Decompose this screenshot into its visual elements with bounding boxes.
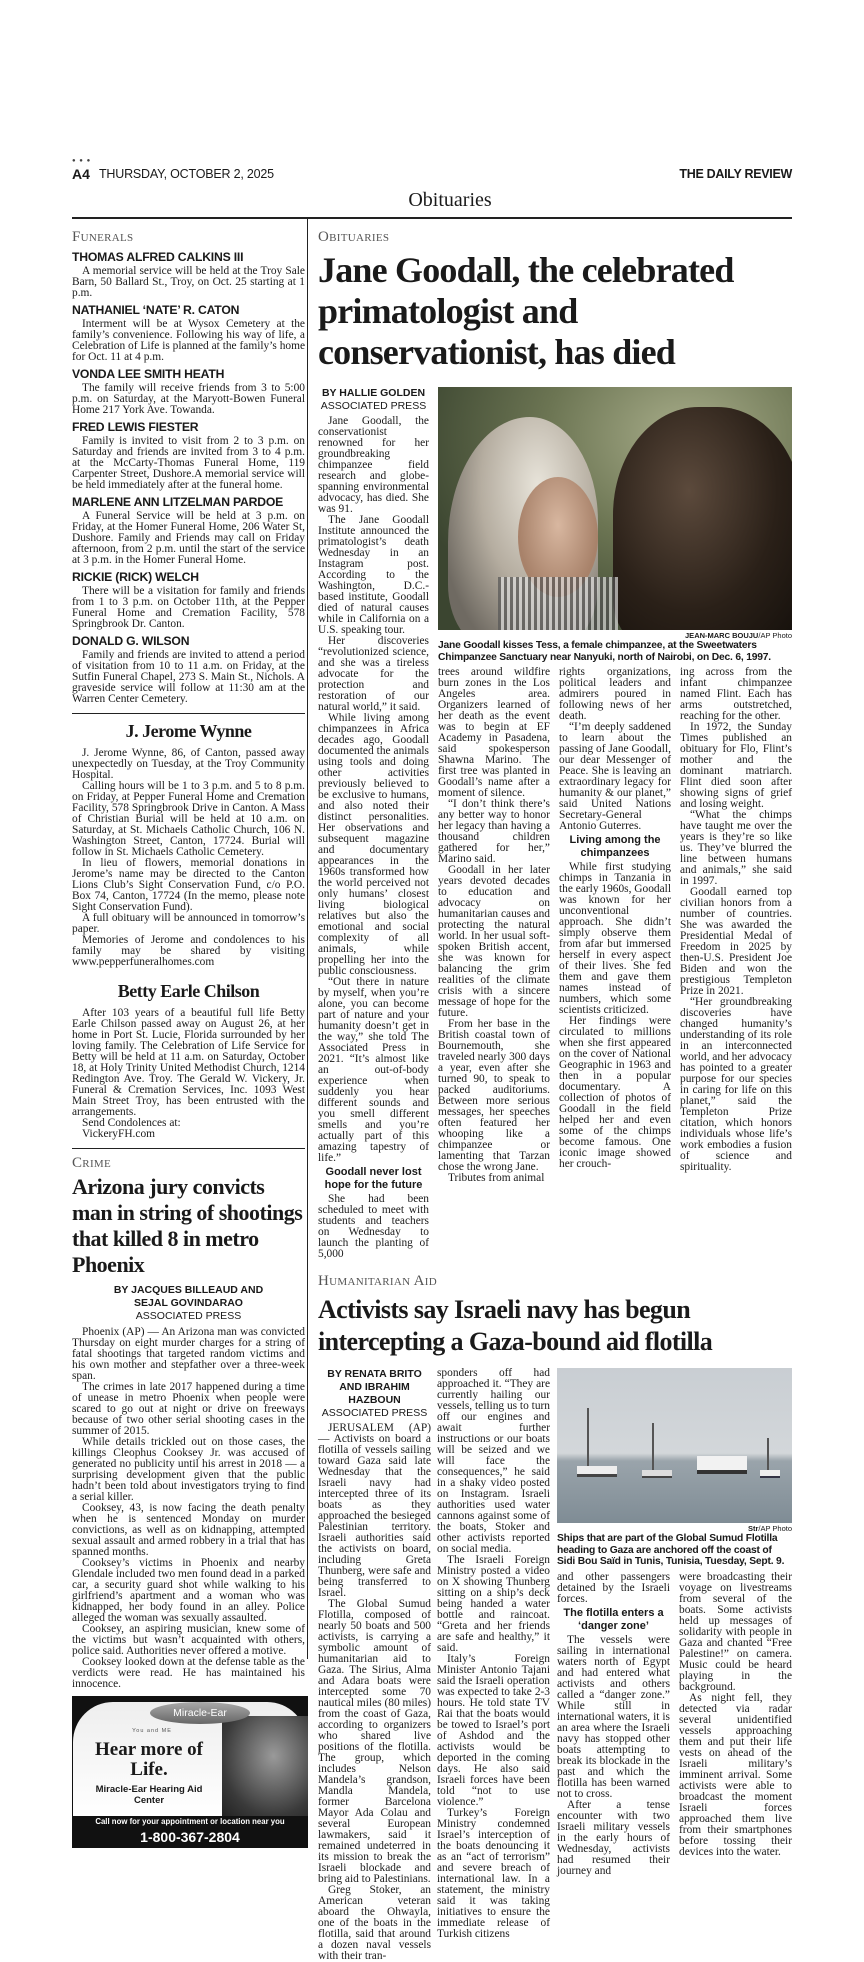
paragraph: Phoenix (AP) — An Arizona man was convicted Thursday on eight murder charges for a string of fatal shootings that targeted random victims and his own mother and stepfather over a three-week span. <box>72 1326 305 1382</box>
funeral-notice: A Funeral Service will be held at 3 p.m. on Friday, at the Homer Funeral Home, 206 Water St, Dushore. Family and Friends may call on Friday afternoon, from 2 p.m. until the start of the service at 3 p.m. in the Homer Funeral Home. <box>72 510 305 566</box>
subheading: The flotilla enters a ‘danger zone’ <box>563 1606 664 1632</box>
funeral-name: VONDA LEE SMITH HEATH <box>72 367 225 381</box>
ad-headline: Hear more of Life. <box>95 1739 203 1780</box>
funeral-notice: Interment will be at Wysox Cemetery at the family’s convenience. Following his way of life, a Celebration of Life is planned at the family’s home for Oct. 11 at 4 p.m. <box>72 318 305 363</box>
byline-authors: BY RENATA BRITO AND IBRAHIM HAZBOUN <box>327 1368 422 1406</box>
paragraph: After 103 years of a beautiful full life Betty Earle Chilson passed away on August 26, at her home in Port St. Lucie, Florida surrounded by her loving family. The Celebration of Life Service for Betty will be held at 11 a.m. on Saturday, October 18, at Holy Trinity United Methodist Church, 1214 Redington Ave. Troy. The Gerald W. Vickery, Jr. Funeral & Cremation Services, Inc. 1093 West Main Street Troy, has been entrusted with the arrangements. <box>72 1007 305 1118</box>
flotilla-lower-columns <box>557 1572 792 1877</box>
paragraph: Memories of Jerome and condolences to his family may be shared by visiting www.pepperfuneralhomes.com <box>72 934 305 968</box>
crime-body <box>72 1327 305 1690</box>
funeral-notice: There will be a visitation for family and friends from 1 to 3 p.m. on October 11th, at the Pepper Funeral Home and Cremation Facility, 578 Springbrook Dr. Canton. <box>72 585 305 630</box>
right-section <box>318 228 792 1962</box>
goodall-lead-column <box>318 387 429 1260</box>
newspaper-name: THE DAILY REVIEW <box>679 167 792 181</box>
flotilla-byline <box>318 1368 431 1420</box>
credit-agency: /AP Photo <box>758 631 792 640</box>
goodall-kicker: Obituaries <box>318 229 390 245</box>
obituary-body-wynne <box>72 748 305 968</box>
paragraph: The vessels were sailing in international waters north of Egypt and had entered what activists and others called a “danger zone.” While still in international waters, it is an area where the Israeli navy has stopped other boats attempting to break its blockade in the past and which the flotilla has been warned not to cross. <box>557 1633 670 1800</box>
issue-date: THURSDAY, OCTOBER 2, 2025 <box>99 167 274 181</box>
flotilla-right-block <box>557 1368 792 1877</box>
paragraph: A full obituary will be announced in tomorrow’s paper. <box>72 912 305 935</box>
paragraph: sponders off had approached it. “They are currently hailing our vessels, telling us to turn off our engines and await further instructions or our boats will be seized and we will face the consequences,” he said in a shaky video posted on Instagram. Israeli authorities used water cannons against some of the boats, Stoker and other activists reported on social media. <box>437 1367 550 1555</box>
crime-byline <box>72 1284 305 1323</box>
goodall-caption: Jane Goodall kisses Tess, a female chimpanzee, at the Sweetwaters Chimpanzee Sanctuary near Nanyuki, north of Nairobi, on Dec. 6, 1997. <box>438 640 771 663</box>
goodall-photo-credit <box>438 631 792 640</box>
ad-photo <box>222 1716 308 1816</box>
byline-authors: BY HALLIE GOLDEN <box>321 387 426 399</box>
goodall-headline: Jane Goodall, the celebrated primatologist and conservationist, has died <box>318 250 734 372</box>
byline-agency: ASSOCIATED PRESS <box>321 1407 428 1419</box>
paragraph: After a tense encounter with two Israeli military vessels in the early hours of Wednesday, activists had resumed their journey and <box>557 1798 670 1877</box>
paragraph: VickeryFH.com <box>82 1128 156 1140</box>
funeral-notice: Family is invited to visit from 2 to 3 p.m. on Saturday and friends are invited from 3 to 4 p.m. at the McCarty-Thomas Funeral Home, 119 Carpenter Street, Dushore.A memorial service will be held immediately after at the funeral home. <box>72 435 305 491</box>
paragraph: “What the chimps have taught me over the years is they’re so like us. They’ve blurred the line between humans and animals,” she said in 1997. <box>680 809 792 887</box>
flotilla-column <box>557 1572 670 1877</box>
paragraph: and other passengers detained by the Israeli forces. <box>557 1570 670 1605</box>
paragraph: As night fell, they detected via radar several unidentified vessels approaching them and put their life vests on ahead of the Israeli military’s imminent arrival. Some activists were able to broadcast the moment Israeli forces approached them live from their smartphones before tossing their devices into the water. <box>679 1691 792 1858</box>
paragraph: Jane Goodall, the conservationist renowned for her groundbreaking chimpanzee field research and globe-spanning environmental advocacy, has died. She was 91. <box>318 415 429 515</box>
flotilla-column <box>679 1572 792 1858</box>
paragraph: She had been scheduled to meet with students and teachers on Wednesday to launch the planting of 5,000 <box>318 1193 429 1260</box>
ad-phone[interactable]: 1-800-367-2804 <box>140 1829 240 1845</box>
ad-brand-logo: Miracle-Ear <box>150 1702 250 1724</box>
funeral-name: FRED LEWIS FIESTER <box>72 420 199 434</box>
divider <box>72 1148 305 1149</box>
goodall-body <box>318 387 792 1260</box>
flotilla-headline: Activists say Israeli navy has begun intercepting a Gaza-bound aid flotilla <box>318 1295 713 1356</box>
paragraph: Calling hours will be 1 to 3 p.m. and 5 to 8 p.m. on Friday, at Pepper Funeral Home and Cremation Facility, 578 Springbrook Drive in Canton. A Mass of Christian Burial will be held at 10 a.m. on Saturday, at St. Michaels Catholic Church, 106 N. Washington Street, Canton, 17724. Burial will follow in St. Michaels Catholic Cemetery. <box>72 780 305 858</box>
paragraph: The Israeli Foreign Ministry posted a video on X showing Thunberg sitting on a ship’s deck being handed a water bottle and raincoat. “Greta and her friends are safe and healthy,” it said. <box>437 1554 550 1654</box>
funeral-name: DONALD G. WILSON <box>72 634 190 648</box>
flotilla-photo-credit <box>557 1524 792 1533</box>
flotilla-lead-column <box>318 1368 431 1962</box>
paragraph: rights organizations, political leaders and admirers poured in following news of her death. <box>559 666 671 722</box>
paragraph: JERUSALEM (AP) — Activists on board a flotilla of vessels sailing toward Gaza said late Wednesday that the Israeli navy had intercepted three of its boats as they approached the besieged Palestinian territory. Israeli authorities said the activists on board, including Greta Thunberg, were safe and being transferred to Israel. <box>318 1422 431 1599</box>
paragraph: The crimes in late 2017 happened during a time of unease in metro Phoenix when people were scared to go out at night or drive on freeways because of two other serial shooting cases in the summer of 2015. <box>72 1381 305 1437</box>
credit-name: Str <box>747 1524 759 1533</box>
obituary-body-chilson <box>72 1008 305 1140</box>
credit-name: JEAN-MARC BOUJU <box>685 631 759 640</box>
paragraph: In 1972, the Sunday Times published an obituary for Flo, Flint’s mother and the dominant matriarch. Flint died soon after showing signs of grief and losing weight. <box>680 721 792 810</box>
funeral-name: MARLENE ANN LITZELMAN PARDOE <box>72 495 284 509</box>
byline-agency: ASSOCIATED PRESS <box>135 1310 242 1322</box>
paragraph: The Global Sumud Flotilla, composed of nearly 50 boats and 500 activists, is carrying a symbolic amount of humanitarian aid to Gaza. The Sirius, Alma and Adara boats were intercepted some 70 nautical miles (80 miles) from the coast of Gaza, according to organizers who shared live positions of the flotilla. The group, which includes Nelson Mandela’s grandson, Mandla Mandela, former Barcelona Mayor Ada Colau and several European lawmakers, said it remained undeterred in its mission to break the Israeli blockade and bring aid to Palestinians. <box>318 1598 431 1885</box>
byline-authors: BY JACQUES BILLEAUD AND SEJAL GOVINDARAO <box>113 1284 264 1309</box>
obituary-title-chilson: Betty Earle Chilson <box>117 981 260 1001</box>
paragraph: Cooksey, 43, is now facing the death penalty when he is sentenced Monday on murder convictions, as well as on kidnapping, attempted sexual assault and armed robbery in a trial that has spanned months. <box>72 1502 305 1558</box>
paragraph: The Jane Goodall Institute announced the primatologist’s death Wednesday in an Instagram post. According to the Washington, D.C.-based institute, Goodall died of natural causes while in California on a U.S. speaking tour. <box>318 514 429 636</box>
paragraph: Goodall in her later years devoted decades to education and advocacy on humanitarian causes and protecting the natural world. In her usual soft-spoken British accent, she was known for balancing the grim realities of the climate crisis with a sincere message of hope for the future. <box>438 864 550 1019</box>
goodall-column <box>680 667 792 1173</box>
paragraph: Greg Stoker, an American veteran aboard the Ohwayla, one of the boats in the flotilla, said that around a dozen naval vessels with their tran- <box>318 1884 431 1962</box>
flotilla-column <box>437 1368 550 1940</box>
funeral-notice: The family will receive friends from 3 to 5:00 p.m. on Saturday, at the Maryott-Bowen Funeral Home 217 York Ave. Towanda. <box>72 382 305 416</box>
ad-cta: Call now for your appointment or location near you <box>95 1817 285 1826</box>
flotilla-caption: Ships that are part of the Global Sumud Flotilla heading to Gaza are anchored off the coast of Sidi Bou Saïd in Tunis, Tunisia, Tuesday, Sept. 9. <box>557 1533 785 1567</box>
paragraph: Cooksey’s victims in Phoenix and nearby Glendale included two men found dead in a parked car, a security guard shot while walking to his girlfriend’s apartment and a woman who was kidnapped, her body found in an alley. Police alleged the woman was sexually assaulted. <box>72 1557 305 1624</box>
paragraph: In lieu of flowers, memorial donations in Jerome’s name may be directed to the Canton Lions Club’s Sight Conservation Fund, c/o P.O. Box 74, Canton, 17724 (In the memo, please note Sight Conservation Fund). <box>72 857 305 913</box>
funeral-list <box>72 250 305 705</box>
section-title: Obituaries <box>408 189 492 211</box>
crime-kicker: Crime <box>72 1155 112 1171</box>
divider <box>72 713 305 714</box>
flotilla-photo <box>557 1368 792 1523</box>
paragraph: Turkey’s Foreign Ministry condemned Israel’s interception of the boats denouncing it as an “act of terrorism” and severe breach of international law. In a statement, the ministry said it was taking initiatives to ensure the immediate release of Turkish citizens <box>437 1807 550 1940</box>
goodall-column <box>559 667 671 1170</box>
paragraph: “I don’t think there’s any better way to honor her legacy than having a thousand children gathered for her,” Marino said. <box>438 798 550 865</box>
funeral-notice: Family and friends are invited to attend a period of visitation from 10 to 11 a.m. on Friday, at the Sutfin Funeral Chapel, 273 S. Main St., Nichols. A graveside service will follow at 11:30 am at the Warren Center Cemetery. <box>72 649 305 705</box>
paragraph: ing across from the infant chimpanzee named Flint. Each has arms outstretched, reaching for the other. <box>680 666 792 722</box>
funeral-name: RICKIE (RICK) WELCH <box>72 570 199 584</box>
paragraph: While first studying chimps in Tanzania in the early 1960s, Goodall was known for her unconventional approach. She didn’t simply observe them from afar but immersed herself in every aspect of their lives. She fed them and gave them names instead of numbers, which some scientists criticized. <box>559 861 671 1016</box>
credit-agency: /AP Photo <box>758 1524 792 1533</box>
flotilla-kicker: Humanitarian Aid <box>318 1273 437 1289</box>
funeral-notice: A memorial service will be held at the Troy Sale Barn, 50 Ballard St., Troy, on Oct. 25 starting at 1 p.m. <box>72 265 305 299</box>
paragraph: “Her groundbreaking discoveries have changed humanity’s understanding of its role in an interconnected world, and her advocacy has pointed to a greater purpose for our species in caring for life on this planet,” said the Templeton Prize citation, which honors individuals whose life’s work embodies a fusion of science and spirituality. <box>680 996 792 1173</box>
ad-center-name: Miracle-Ear Hearing Aid Center <box>95 1784 203 1806</box>
goodall-photo <box>438 387 792 630</box>
paragraph: From her base in the British coastal town of Bournemouth, she traveled nearly 300 days a year, even after she turned 90, to speak to packed auditoriums. Between more serious messages, her speeches often featured her whooping like a chimpanzee or lamenting that Tarzan chose the wrong Jane. <box>438 1018 550 1173</box>
paragraph: Goodall earned top civilian honors from a number of countries. She was awarded the Presidential Medal of Freedom in 2025 by then-U.S. President Joe Biden and won the prestigious Templeton Prize in 2021. <box>680 886 792 997</box>
miracle-ear-ad[interactable] <box>72 1696 308 1848</box>
paragraph: While details trickled out on those cases, the killings Cleophus Cooksey Jr. was accused of generated no publicity until his arrest in 2018 — a surprising development given that the public hadn’t been told about investigators trying to find a serial killer. <box>72 1436 305 1503</box>
funerals-kicker: Funerals <box>72 229 134 245</box>
top-divider <box>72 217 792 219</box>
page-number: A4 <box>72 166 90 182</box>
page-dots: ● ● ● <box>72 158 92 164</box>
paragraph: Send Condolences at: <box>82 1117 181 1129</box>
subheading: Goodall never lost hope for the future <box>324 1166 423 1191</box>
crime-headline: Arizona jury convicts man in string of shootings that killed 8 in metro Phoenix <box>72 1174 303 1277</box>
paragraph: were broadcasting their voyage on livestreams from several of the boats. Some activists held up messages of solidarity with people in Gaza and chanted “Free Palestine!” on camera. Music could be heard playing in the background. <box>679 1570 792 1693</box>
goodall-right-block <box>438 387 792 1184</box>
paragraph: Italy’s Foreign Minister Antonio Tajani said the Israeli operation was expected to take 2-3 hours. He told state TV Rai that the boats would be towed to Israel’s port of Ashdod and the activists would be deported in the coming days. He also said Israeli forces have been told “not to use violence.” <box>437 1653 550 1808</box>
paragraph: While living among chimpanzees in Africa decades ago, Goodall documented the animals using tools and doing other activities previously believed to be exclusive to humans, and also noted their distinct personalities. Her observations and subsequent magazine and documentary appearances in the 1960s transformed how the world perceived not only humans’ closest living biological relatives but also the emotional and social complexity of all animals, while propelling her into the public consciousness. <box>318 712 429 977</box>
goodall-byline <box>318 387 429 413</box>
funeral-name: THOMAS ALFRED CALKINS III <box>72 250 244 264</box>
column-divider <box>307 219 308 1659</box>
goodall-lower-columns <box>438 667 792 1184</box>
paragraph: “Out there in nature by myself, when you’re alone, you can become part of nature and your humanity doesn’t get in the way,” she told The Associated Press in 2021. “It’s almost like an out-of-body experience when suddenly you hear different sounds and you smell different smells and you’re actually part of this amazing tapestry of life.” <box>318 976 429 1164</box>
paragraph: Her findings were circulated to millions when she first appeared on the cover of National Geographic in 1963 and then in a popular documentary. A collection of photos of Goodall in the field helped her and even some of the chimps become famous. One iconic image showed her crouch- <box>559 1015 671 1170</box>
paragraph: Cooksey looked down at the defense table as the verdicts were read. He has maintained his innocence. <box>72 1656 305 1690</box>
paragraph: “I’m deeply saddened to learn about the passing of Jane Goodall, our dear Messenger of Peace. She is leaving an extraordinary legacy for humanity & our planet,” said United Nations Secretary-General Antonio Guterres. <box>559 721 671 832</box>
goodall-column <box>318 416 429 1260</box>
ad-tagline: You and ME <box>132 1728 172 1734</box>
goodall-column <box>438 667 550 1184</box>
paragraph: J. Jerome Wynne, 86, of Canton, passed away unexpectedly on Tuesday, at the Troy Community Hospital. <box>72 747 305 781</box>
byline-agency: ASSOCIATED PRESS <box>320 400 427 412</box>
paragraph: trees around wildfire burn zones in the Los Angeles area. Organizers learned of her death as the event was to begin at EF Academy in Pasadena, said spokesperson Shawna Marino. The first tree was planted in Goodall’s name after a moment of silence. <box>438 666 550 799</box>
subheading: Living among the chimpanzees <box>569 834 661 859</box>
paragraph: Tributes from animal <box>448 1172 545 1184</box>
paragraph: Cooksey, an aspiring musician, knew some of the victims but wasn’t acquainted with others, police said. Authorities never offered a motive. <box>72 1623 305 1657</box>
paragraph: Her discoveries “revolutionized science, and she was a tireless advocate for the protection and restoration of our natural world,” it said. <box>318 635 429 713</box>
flotilla-body <box>318 1368 792 1962</box>
funeral-name: NATHANIEL ‘NATE’ R. CATON <box>72 303 240 317</box>
flotilla-column <box>318 1423 431 1962</box>
left-column <box>72 228 305 1848</box>
obituary-title-wynne: J. Jerome Wynne <box>125 721 252 741</box>
